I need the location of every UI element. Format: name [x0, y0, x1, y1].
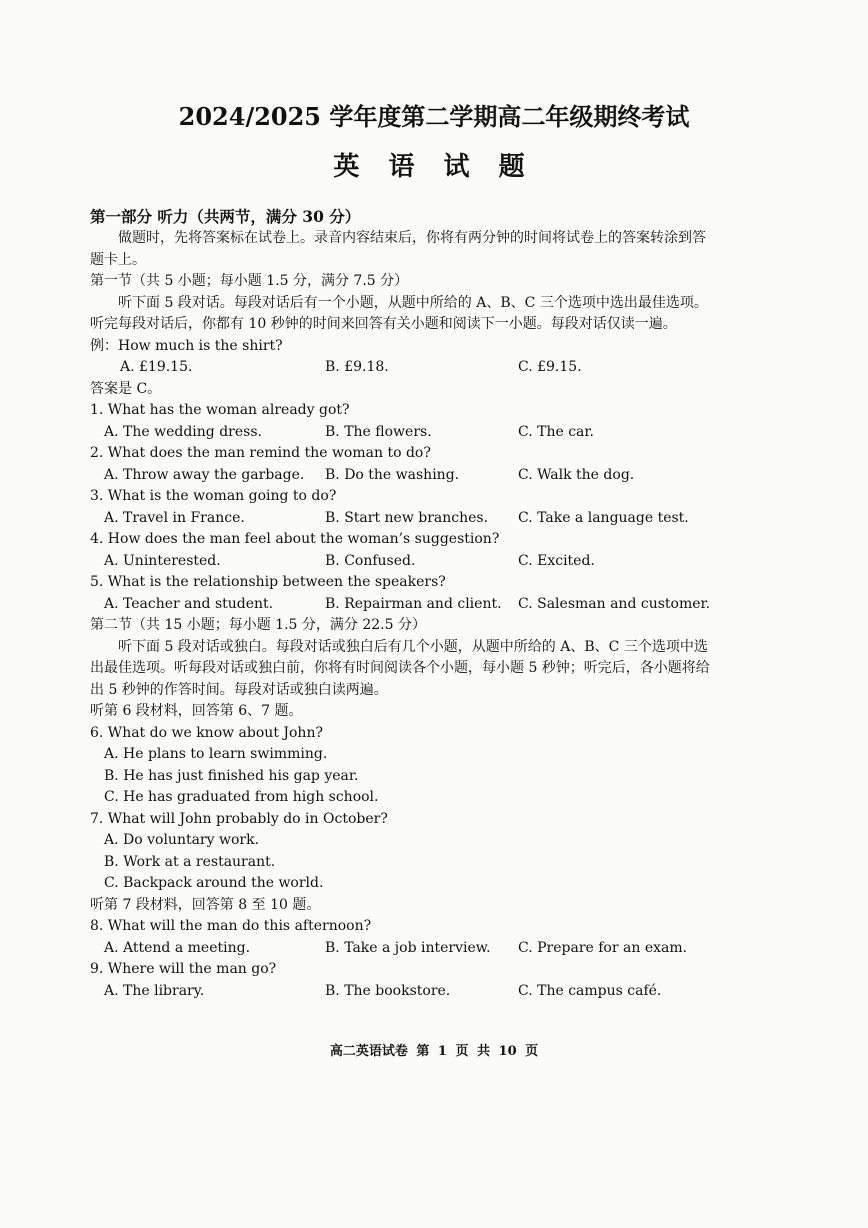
- q6-option-b: B. He has just finished his gap year.: [104, 767, 359, 784]
- exam-content: [90, 206, 712, 1002]
- question-2: 2. What does the man remind the woman to do?: [90, 445, 431, 461]
- q6-option-a: A. He plans to learn swimming.: [104, 746, 328, 762]
- exam-subtitle: 英 语 试 题: [333, 152, 535, 182]
- question-8: 8. What will the man do this afternoon?: [90, 918, 372, 934]
- question-9-options: [90, 981, 712, 1003]
- question-9: 9. Where will the man go?: [90, 961, 277, 977]
- part1-instructions: 做题时，先将答案标在试卷上。录音内容结束后，你将有两分钟的时间将试卷上的答案转涂到答题卡上。: [90, 230, 706, 268]
- option-a: A. The library.: [104, 982, 205, 999]
- question-6: 6. What do we know about John?: [90, 724, 323, 741]
- question-4-options: [90, 551, 712, 573]
- material-7-note: 听第 7 段材料，回答第 8 至 10 题。: [90, 896, 321, 913]
- option-c: C. £9.15.: [518, 359, 582, 375]
- question-2-options: [90, 465, 712, 487]
- option-b: B. Do the washing.: [325, 466, 460, 483]
- example-answer: 答案是 C。: [90, 380, 162, 397]
- option-c: C. The campus café.: [518, 982, 662, 999]
- option-c: C. Salesman and customer.: [518, 595, 711, 612]
- option-b: B. Take a job interview.: [325, 939, 491, 956]
- section1-instructions: 听下面 5 段对话。每段对话后有一个小题，从题中所给的 A、B、C 三个选项中选出最佳选项。听完每段对话后，你都有 10 秒钟的时间来回答有关小题和阅读下一小题。每段对话仅读一遍。: [90, 294, 708, 332]
- option-a: A. The wedding dress.: [104, 423, 262, 440]
- example-question: 例：How much is the shirt?: [90, 337, 283, 354]
- option-c: C. Walk the dog.: [518, 466, 635, 483]
- option-a: A. Throw away the garbage.: [104, 466, 305, 483]
- q7-option-c: C. Backpack around the world.: [104, 875, 324, 891]
- question-1-options: [90, 422, 712, 444]
- option-b: B. The bookstore.: [325, 982, 451, 999]
- question-4: 4. How does the man feel about the woman’s suggestion?: [90, 531, 500, 547]
- option-b: B. £9.18.: [325, 359, 389, 375]
- option-c: C. Take a language test.: [518, 509, 689, 526]
- example-options: [90, 357, 712, 379]
- page-footer: 高二英语试卷 第 1 页 共 10 页: [329, 1044, 539, 1059]
- option-b: B. Confused.: [325, 552, 416, 569]
- section1-heading: 第一节（共 5 小题；每小题 1.5 分，满分 7.5 分）: [90, 273, 409, 289]
- question-8-options: [90, 938, 712, 960]
- option-b: B. The flowers.: [325, 423, 432, 440]
- option-c: C. The car.: [518, 423, 594, 440]
- question-1: 1. What has the woman already got?: [90, 402, 350, 418]
- option-c: C. Excited.: [518, 552, 595, 569]
- option-a: A. Attend a meeting.: [104, 939, 251, 956]
- exam-title: 2024/2025 学年度第二学期高二年级期终考试: [178, 102, 690, 131]
- q7-option-b: B. Work at a restaurant.: [104, 853, 276, 870]
- option-c: C. Prepare for an exam.: [518, 939, 688, 956]
- question-7: 7. What will John probably do in October?: [90, 810, 388, 827]
- section2-heading: 第二节（共 15 小题；每小题 1.5 分，满分 22.5 分）: [90, 617, 426, 633]
- question-3-options: [90, 508, 712, 530]
- material-6-note: 听第 6 段材料，回答第 6、7 题。: [90, 703, 303, 719]
- question-5-options: [90, 594, 712, 616]
- option-a: A. £19.15.: [120, 359, 193, 375]
- option-b: B. Start new branches.: [325, 509, 489, 526]
- option-a: A. Travel in France.: [104, 509, 245, 526]
- part1-heading: 第一部分 听力（共两节，满分 30 分）: [90, 207, 361, 226]
- option-a: A. Uninterested.: [104, 552, 221, 569]
- q6-option-c: C. He has graduated from high school.: [104, 789, 379, 805]
- question-3: 3. What is the woman going to do?: [90, 488, 337, 504]
- option-a: A. Teacher and student.: [104, 595, 274, 612]
- q7-option-a: A. Do voluntary work.: [104, 832, 260, 848]
- question-5: 5. What is the relationship between the speakers?: [90, 574, 446, 590]
- option-b: B. Repairman and client.: [325, 595, 502, 612]
- section2-instructions: 听下面 5 段对话或独白。每段对话或独白后有几个小题，从题中所给的 A、B、C 三个选项中选出最佳选项。听每段对话或独白前，你将有时间阅读各个小题，每小题 5 秒钟；听完后，各小题将给出 5 秒钟的作答时间。每段对话或独白读两遍。: [90, 638, 710, 698]
